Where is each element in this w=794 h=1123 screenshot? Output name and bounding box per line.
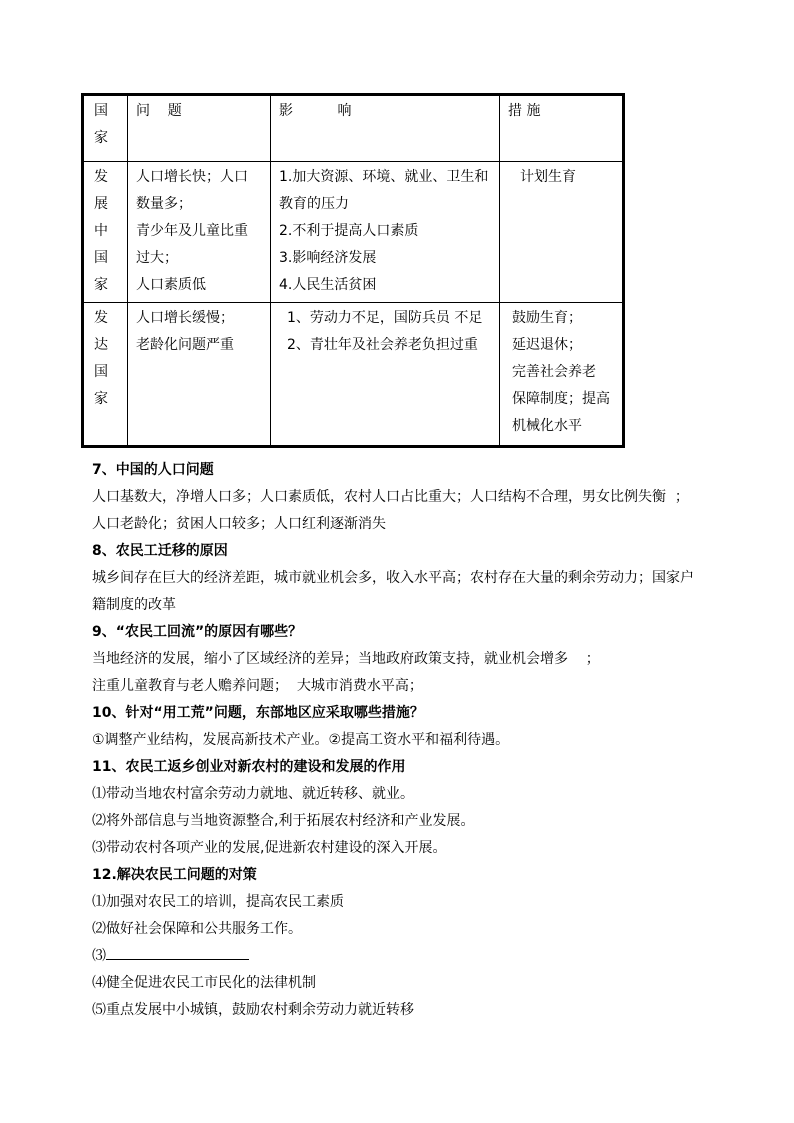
population-table — [83, 95, 623, 446]
developed-impact-cell: 1、劳动力不足，国防兵员 不足 2、青壮年及社会养老负担过重 — [271, 303, 500, 446]
section-8 — [92, 538, 732, 619]
notes-block — [92, 457, 732, 1024]
section-line: ⑴加强对农民工的培训，提高农民工素质 — [92, 894, 344, 910]
table-row-developed — [84, 303, 623, 446]
section-line: ⑵将外部信息与当地资源整合,利于拓展农村经济和产业发展。 — [92, 813, 475, 829]
developing-problem-cell: 人口增长快；人口 数量多； 青少年及儿童比重 过大； 人口素质低 — [128, 162, 271, 303]
section-line: 人口基数大，净增人口多；人口素质低，农村人口占比重大；人口结构不合理，男女比例失衡 ； — [92, 489, 689, 505]
section-11 — [92, 754, 732, 862]
fill-in-blank-line — [92, 943, 732, 970]
developing-country-cell: 发 展 中 国 家 — [84, 162, 128, 303]
section-line: ⑷健全促进农民工市民化的法律机制 — [92, 975, 316, 991]
header-impact: 影 响 — [271, 96, 500, 162]
section-heading: 9、“农民工回流”的原因有哪些？ — [92, 624, 303, 640]
section-line: 注重儿童教育与老人赡养问题； 大城市消费水平高； — [92, 678, 423, 694]
section-9 — [92, 619, 732, 700]
header-problem: 问 题 — [128, 96, 271, 162]
section-heading: 8、农民工迁移的原因 — [92, 543, 228, 559]
section-line: ①调整产业结构，发展高新技术产业。②提高工资水平和福利待遇。 — [92, 732, 510, 748]
section-line: ⑸重点发展中小城镇，鼓励农村剩余劳动力就近转移 — [92, 1002, 414, 1018]
header-country: 国 家 — [84, 96, 128, 162]
section-heading: 7、中国的人口问题 — [92, 462, 214, 478]
section-line: 城乡间存在巨大的经济差距，城市就业机会多，收入水平高；农村存在大量的剩余劳动力；国家户 — [92, 570, 694, 586]
section-line: 人口老龄化；贫困人口较多；人口红利逐渐消失 — [92, 516, 386, 532]
blank-prefix: ⑶ — [92, 948, 106, 964]
answer-blank — [106, 944, 249, 960]
developed-problem-cell: 人口增长缓慢； 老龄化问题严重 — [128, 303, 271, 446]
section-7 — [92, 457, 732, 538]
table-header-row — [84, 96, 623, 162]
section-line: 籍制度的改革 — [92, 597, 176, 613]
section-heading: 11、农民工返乡创业对新农村的建设和发展的作用 — [92, 759, 406, 775]
section-line: ⑵做好社会保障和公共服务工作。 — [92, 921, 302, 937]
developed-measure-cell: 鼓励生育； 延迟退休； 完善社会养老 保障制度；提高 机械化水平 — [500, 303, 623, 446]
header-measure: 措 施 — [500, 96, 623, 162]
section-heading: 10、针对“用工荒”问题，东部地区应采取哪些措施？ — [92, 705, 424, 721]
table-row-developing — [84, 162, 623, 303]
section-12 — [92, 862, 732, 1024]
section-line: ⑶带动农村各项产业的发展,促进新农村建设的深入开展。 — [92, 840, 447, 856]
section-heading: 12.解决农民工问题的对策 — [92, 867, 257, 883]
developed-country-cell: 发 达 国 家 — [84, 303, 128, 446]
developing-measure-cell: 计划生育 — [500, 162, 623, 303]
developing-impact-cell: 1.加大资源、环境、就业、卫生和 教育的压力 2.不利于提高人口素质 3.影响经济发展 4.人民生活贫困 — [271, 162, 500, 303]
section-10 — [92, 700, 732, 754]
section-line: 当地经济的发展，缩小了区域经济的差异；当地政府政策支持，就业机会增多 ； — [92, 651, 600, 667]
section-line: ⑴带动当地农村富余劳动力就地、就近转移、就业。 — [92, 786, 414, 802]
